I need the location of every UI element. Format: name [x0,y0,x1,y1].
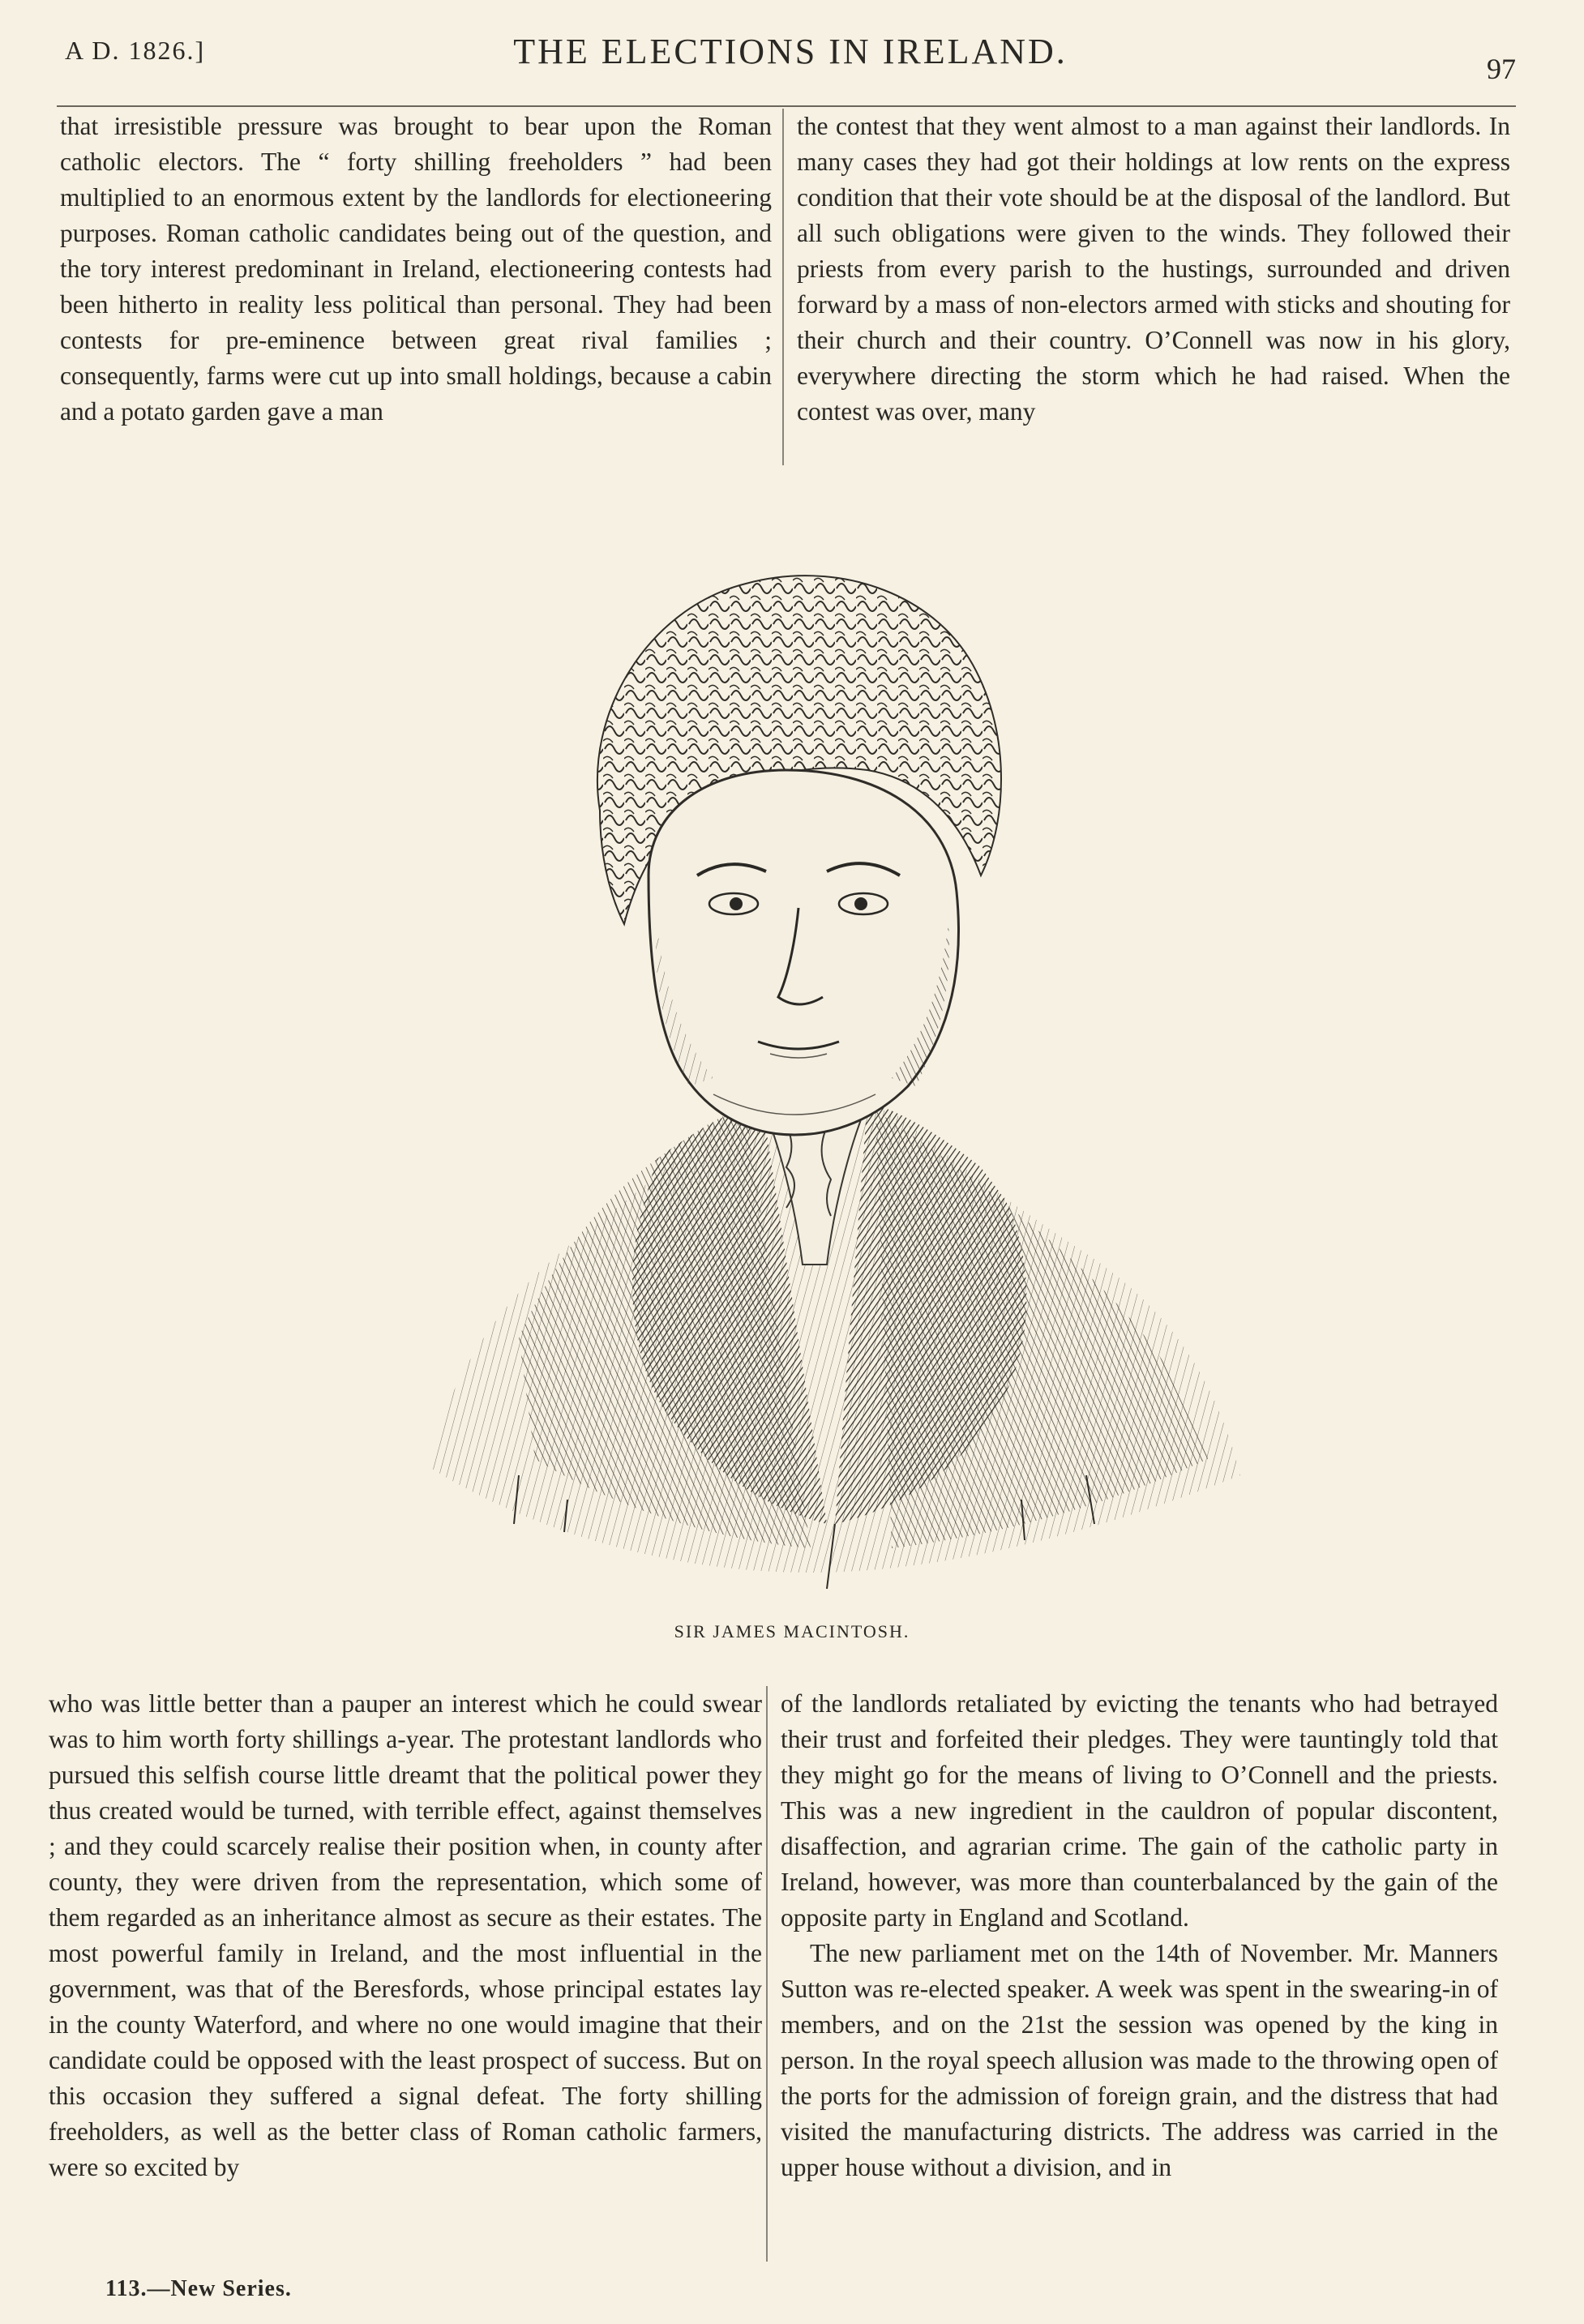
portrait-engraving [308,470,1305,1613]
column-divider [782,109,784,465]
paragraph: that irresistible pressure was brought to bear upon the Roman catholic electors. The “ forty shilling freeholders ” had been multiplied to an enormous extent by the landlords for electioneering purposes. Roman catholic candidates being out of the question, and the tory interest predominant in Ireland, electioneering contests had been hitherto in reality less political than personal. They had been contests for pre-eminence between great rival families ; consequently, farms were cut up into small holdings, because a cabin and a potato garden gave a man [60,112,772,426]
paragraph: who was little better than a pauper an interest which he could swear was to him worth forty shillings a-year. The protestant landlords who pursued this selfish course little dreamt that the political power they thus created would be turned, with terrible effect, against themselves ; and they could scarcely realise their position when, in county after county, they were driven from the representation, which some of them regarded as an inheritance almost as secure as their estates. The most powerful family in Ireland, and the most influential in the government, was that of the Beresfords, whose principal estates lay in the county Waterford, and where no one would imagine that their candidate could be opposed with the least prospect of success. But on this occasion they suffered a signal defeat. The forty shilling freeholders, as well as the better class of Roman catholic farmers, were so excited by [49,1689,762,2181]
portrait-illustration [308,470,1305,1613]
column-divider [766,1686,768,2262]
text-column-top-left [60,109,772,430]
series-signature: 113.—New Series. [105,2276,292,2301]
running-head-date: A D. 1826.] [65,36,206,65]
paragraph: of the landlords retaliated by evicting the tenants who had betrayed their trust and forfeited their pledges. They were tauntingly told that they might go for the means of living to O’Connell and the priests. This was a new ingredient in the cauldron of popular discontent, disaffection, and agrarian crime. The gain of the catholic party in Ireland, however, was more than counterbalanced by the gain of the opposite party in England and Scotland. [781,1689,1498,1932]
header-rule [57,105,1516,107]
illustration-caption: SIR JAMES MACINTOSH. [674,1621,910,1641]
paragraph: The new parliament met on the 14th of November. Mr. Manners Sutton was re-elected speaker. A week was spent in the swearing-in of members, and on the 21st the session was opened by the king in person. In the royal speech allusion was made to the throwing open of the ports for the admission of foreign grain, and the distress that had visited the manufacturing districts. The address was carried in the upper house without a division, and in [781,1939,1498,2181]
text-column-bottom-right [781,1686,1498,2185]
paragraph: the contest that they went almost to a man against their landlords. In many cases they had got their holdings at low rents on the express condition that their vote should be at the disposal of the landlord. But all such obligations were given to the winds. They followed their priests from every parish to the hustings, surrounded and driven forward by a mass of non-electors armed with sticks and shouting for their church and their country. O’Connell was now in his glory, everywhere directing the storm which he had raised. When the contest was over, many [797,112,1510,426]
running-head [65,31,1516,88]
text-column-top-right [797,109,1510,430]
page-number: 97 [1487,53,1516,85]
text-column-bottom-left [49,1686,762,2185]
running-head-title: THE ELECTIONS IN IRELAND. [513,32,1068,71]
